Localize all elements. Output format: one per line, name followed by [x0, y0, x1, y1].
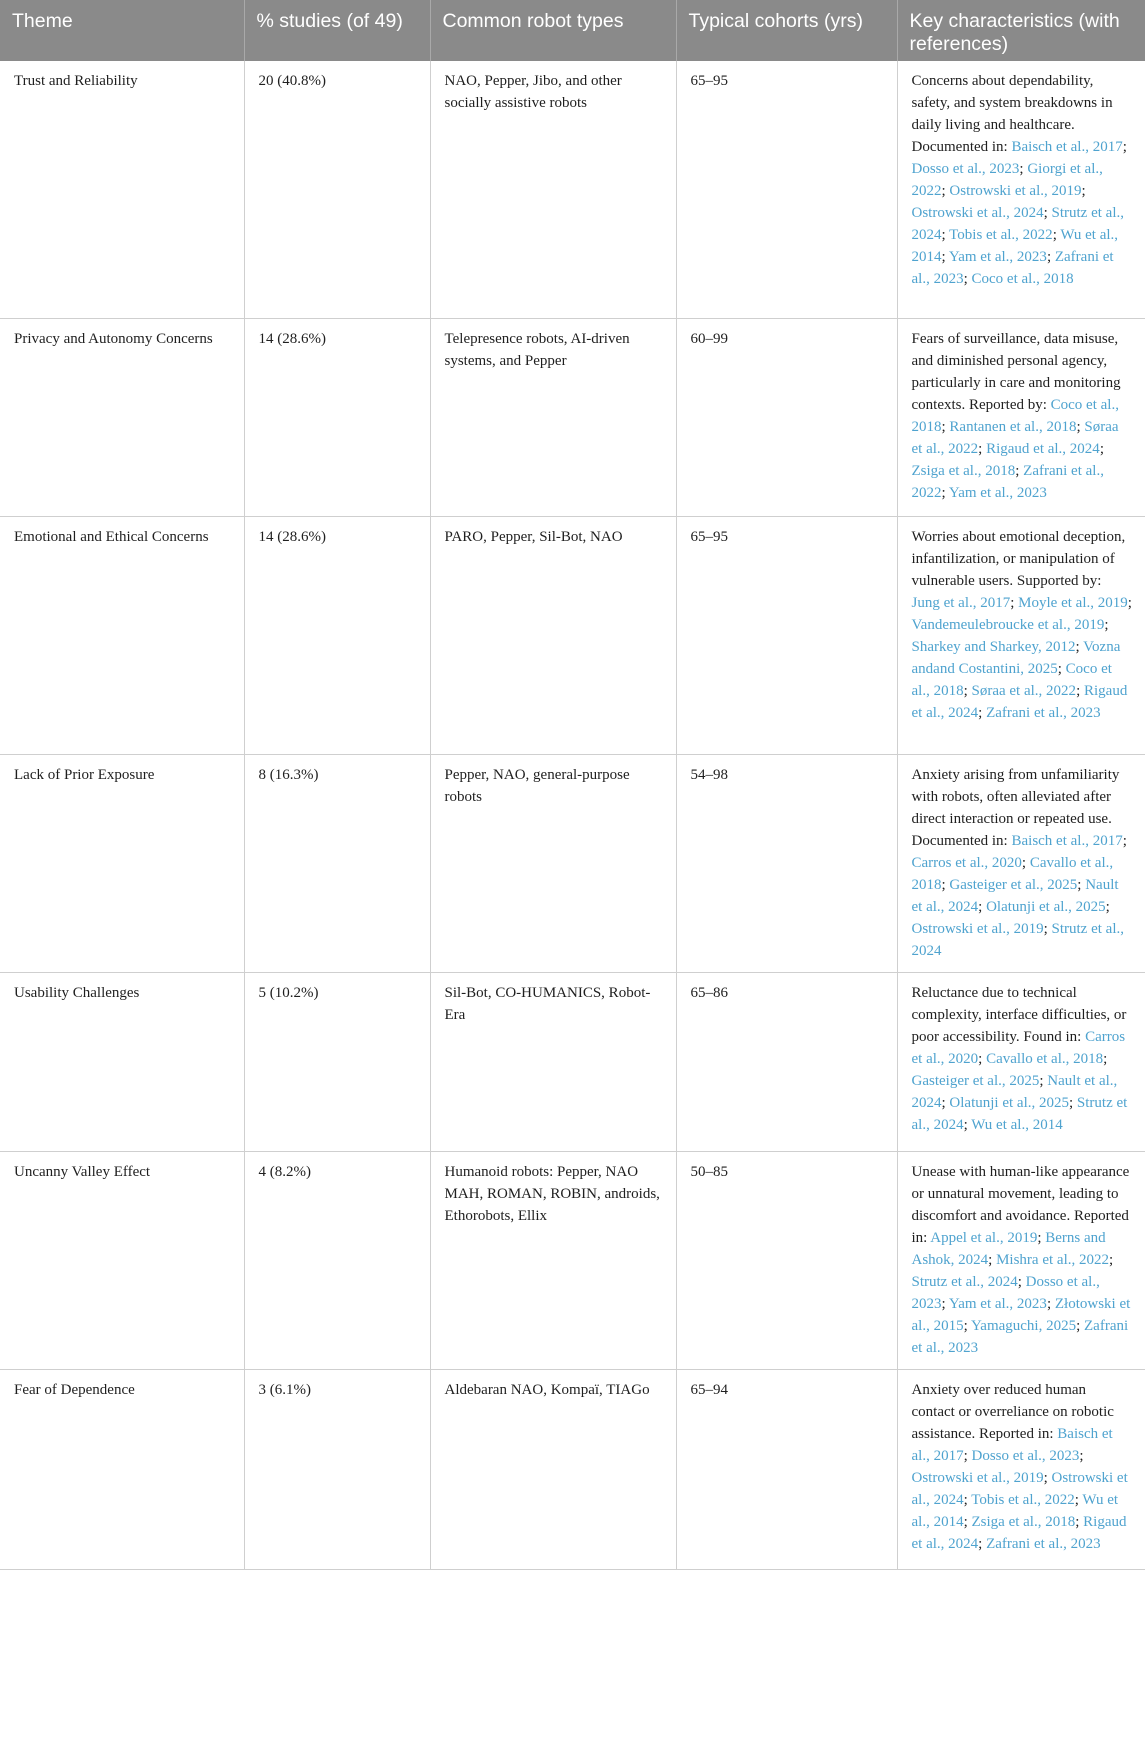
- table-row: [0, 972, 1145, 1151]
- cell-robot-types: Pepper, NAO, general-purpose robots: [430, 754, 676, 972]
- table-header-row: [0, 0, 1145, 61]
- reference-link[interactable]: Yam et al., 2023: [948, 1295, 1047, 1312]
- characteristics-text: Concerns about dependability, safety, and system breakdowns in daily living and healthcare. Documented in:: [911, 73, 1113, 155]
- cell-studies: 4 (8.2%): [244, 1151, 430, 1369]
- reference-link[interactable]: Zafrani et al., 2023: [986, 1535, 1101, 1552]
- cell-characteristics: Worries about emotional deception, infantilization, or manipulation of vulnerable users. Supported by: Jung et al., 2017; Moyle et al., 2019; Vandemeulebroucke et al., 2019; Sharkey and Sharkey, 2012; Vozna andand Costantini, 2025; Coco et al., 2018; Søraa et al., 2022; Rigaud et al., 2024; Zafrani et al., 2023: [897, 516, 1145, 754]
- cell-theme: Lack of Prior Exposure: [0, 754, 244, 972]
- reference-link[interactable]: Yam et al., 2023: [948, 249, 1047, 265]
- cell-cohorts: 65–94: [676, 1369, 897, 1569]
- header-robot-types: Common robot types: [430, 0, 676, 61]
- reference-link[interactable]: Yamaguchi, 2025: [970, 1317, 1077, 1334]
- characteristics-text: Fears of surveillance, data misuse, and diminished personal agency, particularly in care and monitoring contexts. Reported by:: [911, 330, 1121, 413]
- reference-link[interactable]: Carros et al., 2020: [911, 854, 1022, 871]
- reference-link[interactable]: Strutz et al., 2024: [911, 205, 1124, 243]
- reference-link[interactable]: Søraa et al., 2022: [911, 418, 1119, 457]
- reference-link[interactable]: Baisch et al., 2017: [1011, 139, 1123, 155]
- cell-theme: Trust and Reliability: [0, 61, 244, 318]
- characteristics-text: Unease with human-like appearance or unnatural movement, leading to discomfort and avoidance. Reported in:: [911, 1163, 1130, 1246]
- cell-cohorts: 65–95: [676, 61, 897, 318]
- characteristics-text: Worries about emotional deception, infantilization, or manipulation of vulnerable users. Supported by:: [911, 528, 1126, 589]
- cell-robot-types: Sil-Bot, CO-HUMANICS, Robot-Era: [430, 972, 676, 1151]
- reference-link[interactable]: Appel et al., 2019: [930, 1229, 1038, 1246]
- cell-characteristics: Concerns about dependability, safety, and system breakdowns in daily living and healthcare. Documented in: Baisch et al., 2017; Dosso et al., 2023; Giorgi et al., 2022; Ostrowski et al., 2019; Ostrowski et al., 2024; Strutz et al., 2024; Tobis et al., 2022; Wu et al., 2014; Yam et al., 2023; Zafrani et al., 2023; Coco et al., 2018: [897, 61, 1145, 318]
- header-theme: Theme: [0, 0, 244, 61]
- cell-characteristics: Fears of surveillance, data misuse, and diminished personal agency, particularly in care and monitoring contexts. Reported by: Coco et al., 2018; Rantanen et al., 2018; Søraa et al., 2022; Rigaud et al., 2024; Zsiga et al., 2018; Zafrani et al., 2022; Yam et al., 2023: [897, 318, 1145, 516]
- reference-link[interactable]: Złotowski et al., 2015: [911, 1295, 1131, 1334]
- reference-link[interactable]: Rantanen et al., 2018: [949, 418, 1077, 435]
- cell-robot-types: Humanoid robots: Pepper, NAO MAH, ROMAN, ROBIN, androids, Ethorobots, Ellix: [430, 1151, 676, 1369]
- reference-link[interactable]: Wu et al., 2014: [911, 227, 1119, 265]
- reference-link[interactable]: Jung et al., 2017: [911, 594, 1011, 611]
- table-row: [0, 318, 1145, 516]
- reference-link[interactable]: Tobis et al., 2022: [949, 227, 1053, 243]
- reference-link[interactable]: Wu et al., 2014: [911, 1491, 1119, 1530]
- cell-studies: 14 (28.6%): [244, 516, 430, 754]
- reference-link[interactable]: Nault et al., 2024: [911, 876, 1119, 915]
- reference-link[interactable]: Ostrowski et al., 2019: [949, 183, 1082, 199]
- cell-studies: 5 (10.2%): [244, 972, 430, 1151]
- table-row: [0, 1369, 1145, 1569]
- cell-theme: Privacy and Autonomy Concerns: [0, 318, 244, 516]
- characteristics-text: Reluctance due to technical complexity, interface difficulties, or poor accessibility. Found in:: [911, 984, 1127, 1045]
- reference-link[interactable]: Coco et al., 2018: [911, 396, 1119, 435]
- header-studies: % studies (of 49): [244, 0, 430, 61]
- reference-link[interactable]: Søraa et al., 2022: [971, 682, 1077, 699]
- reference-link[interactable]: Tobis et al., 2022: [971, 1491, 1075, 1508]
- cell-theme: Fear of Dependence: [0, 1369, 244, 1569]
- cell-cohorts: 54–98: [676, 754, 897, 972]
- cell-theme: Uncanny Valley Effect: [0, 1151, 244, 1369]
- header-cohorts: Typical cohorts (yrs): [676, 0, 897, 61]
- cell-studies: 8 (16.3%): [244, 754, 430, 972]
- reference-link[interactable]: Cavallo et al., 2018: [911, 854, 1114, 893]
- reference-link[interactable]: Rigaud et al., 2024: [986, 440, 1100, 457]
- reference-link[interactable]: Strutz et al., 2024: [911, 1094, 1128, 1133]
- cell-studies: 3 (6.1%): [244, 1369, 430, 1569]
- reference-link[interactable]: Rigaud et al., 2024: [911, 682, 1128, 721]
- reference-link[interactable]: Gasteiger et al., 2025: [949, 876, 1078, 893]
- reference-link[interactable]: Rigaud et al., 2024: [911, 1513, 1127, 1552]
- cell-cohorts: 65–95: [676, 516, 897, 754]
- reference-link[interactable]: Zafrani et al., 2023: [911, 1317, 1129, 1356]
- table-row: [0, 1151, 1145, 1369]
- table-row: [0, 61, 1145, 318]
- reference-link[interactable]: Cavallo et al., 2018: [986, 1050, 1104, 1067]
- cell-robot-types: Telepresence robots, AI-driven systems, and Pepper: [430, 318, 676, 516]
- characteristics-text: Anxiety arising from unfamiliarity with robots, often alleviated after direct interaction or repeated use. Documented in:: [911, 766, 1120, 849]
- cell-characteristics: Unease with human-like appearance or unnatural movement, leading to discomfort and avoidance. Reported in: Appel et al., 2019; Berns and Ashok, 2024; Mishra et al., 2022; Strutz et al., 2024; Dosso et al., 2023; Yam et al., 2023; Złotowski et al., 2015; Yamaguchi, 2025; Zafrani et al., 2023: [897, 1151, 1145, 1369]
- reference-link[interactable]: Strutz et al., 2024: [911, 1273, 1018, 1290]
- cell-robot-types: Aldebaran NAO, Kompaï, TIAGo: [430, 1369, 676, 1569]
- reference-link[interactable]: Giorgi et al., 2022: [911, 161, 1103, 199]
- reference-link[interactable]: Coco et al., 2018: [911, 660, 1112, 699]
- characteristics-text: Anxiety over reduced human contact or overreliance on robotic assistance. Reported in:: [911, 1381, 1114, 1442]
- reference-link[interactable]: Baisch et al., 2017: [1011, 832, 1123, 849]
- reference-link[interactable]: Ostrowski et al., 2024: [911, 205, 1044, 221]
- cell-cohorts: 65–86: [676, 972, 897, 1151]
- cell-characteristics: Reluctance due to technical complexity, interface difficulties, or poor accessibility. Found in: Carros et al., 2020; Cavallo et al., 2018; Gasteiger et al., 2025; Nault et al., 2024; Olatunji et al., 2025; Strutz et al., 2024; Wu et al., 2014: [897, 972, 1145, 1151]
- reference-link[interactable]: Dosso et al., 2023: [911, 161, 1020, 177]
- reference-link[interactable]: Moyle et al., 2019: [1018, 594, 1128, 611]
- table-row: [0, 516, 1145, 754]
- reference-link[interactable]: Zsiga et al., 2018: [911, 462, 1016, 479]
- reference-link[interactable]: Ostrowski et al., 2019: [911, 920, 1044, 937]
- reference-link[interactable]: Ostrowski et al., 2019: [911, 1469, 1044, 1486]
- reference-link[interactable]: Dosso et al., 2023: [911, 1273, 1100, 1312]
- reference-link[interactable]: Coco et al., 2018: [971, 271, 1074, 287]
- reference-link[interactable]: Olatunji et al., 2025: [949, 1094, 1069, 1111]
- reference-link[interactable]: Zafrani et al., 2023: [986, 704, 1101, 721]
- reference-link[interactable]: Zafrani et al., 2023: [911, 249, 1114, 287]
- reference-link[interactable]: Zafrani et al., 2022: [911, 462, 1104, 501]
- cell-studies: 14 (28.6%): [244, 318, 430, 516]
- reference-link[interactable]: Gasteiger et al., 2025: [911, 1072, 1040, 1089]
- reference-link[interactable]: Wu et al., 2014: [971, 1116, 1063, 1133]
- cell-characteristics: Anxiety over reduced human contact or overreliance on robotic assistance. Reported in: Baisch et al., 2017; Dosso et al., 2023; Ostrowski et al., 2019; Ostrowski et al., 2024; Tobis et al., 2022; Wu et al., 2014; Zsiga et al., 2018; Rigaud et al., 2024; Zafrani et al., 2023: [897, 1369, 1145, 1569]
- reference-link[interactable]: Sharkey and Sharkey, 2012: [911, 638, 1076, 655]
- reference-link[interactable]: Vandemeulebroucke et al., 2019: [911, 616, 1105, 633]
- reference-link[interactable]: Dosso et al., 2023: [971, 1447, 1080, 1464]
- cell-theme: Usability Challenges: [0, 972, 244, 1151]
- cell-studies: 20 (40.8%): [244, 61, 430, 318]
- reference-link[interactable]: Carros et al., 2020: [911, 1028, 1126, 1067]
- reference-link[interactable]: Zsiga et al., 2018: [971, 1513, 1076, 1530]
- header-characteristics: Key characteristics (with references): [897, 0, 1145, 61]
- reference-link[interactable]: Baisch et al., 2017: [911, 1425, 1113, 1464]
- cell-characteristics: Anxiety arising from unfamiliarity with robots, often alleviated after direct interaction or repeated use. Documented in: Baisch et al., 2017; Carros et al., 2020; Cavallo et al., 2018; Gasteiger et al., 2025; Nault et al., 2024; Olatunji et al., 2025; Ostrowski et al., 2019; Strutz et al., 2024: [897, 754, 1145, 972]
- reference-link[interactable]: Vozna andand Costantini, 2025: [911, 638, 1121, 677]
- reference-link[interactable]: Nault et al., 2024: [911, 1072, 1118, 1111]
- cell-cohorts: 50–85: [676, 1151, 897, 1369]
- reference-link[interactable]: Olatunji et al., 2025: [986, 898, 1106, 915]
- cell-robot-types: PARO, Pepper, Sil-Bot, NAO: [430, 516, 676, 754]
- reference-link[interactable]: Ostrowski et al., 2024: [911, 1469, 1128, 1508]
- reference-link[interactable]: Mishra et al., 2022: [996, 1251, 1109, 1268]
- cell-robot-types: NAO, Pepper, Jibo, and other socially assistive robots: [430, 61, 676, 318]
- cell-cohorts: 60–99: [676, 318, 897, 516]
- reference-link[interactable]: Strutz et al., 2024: [911, 920, 1124, 959]
- cell-theme: Emotional and Ethical Concerns: [0, 516, 244, 754]
- reference-link[interactable]: Berns and Ashok, 2024: [911, 1229, 1106, 1268]
- table-row: [0, 754, 1145, 972]
- reference-link[interactable]: Yam et al., 2023: [948, 484, 1047, 501]
